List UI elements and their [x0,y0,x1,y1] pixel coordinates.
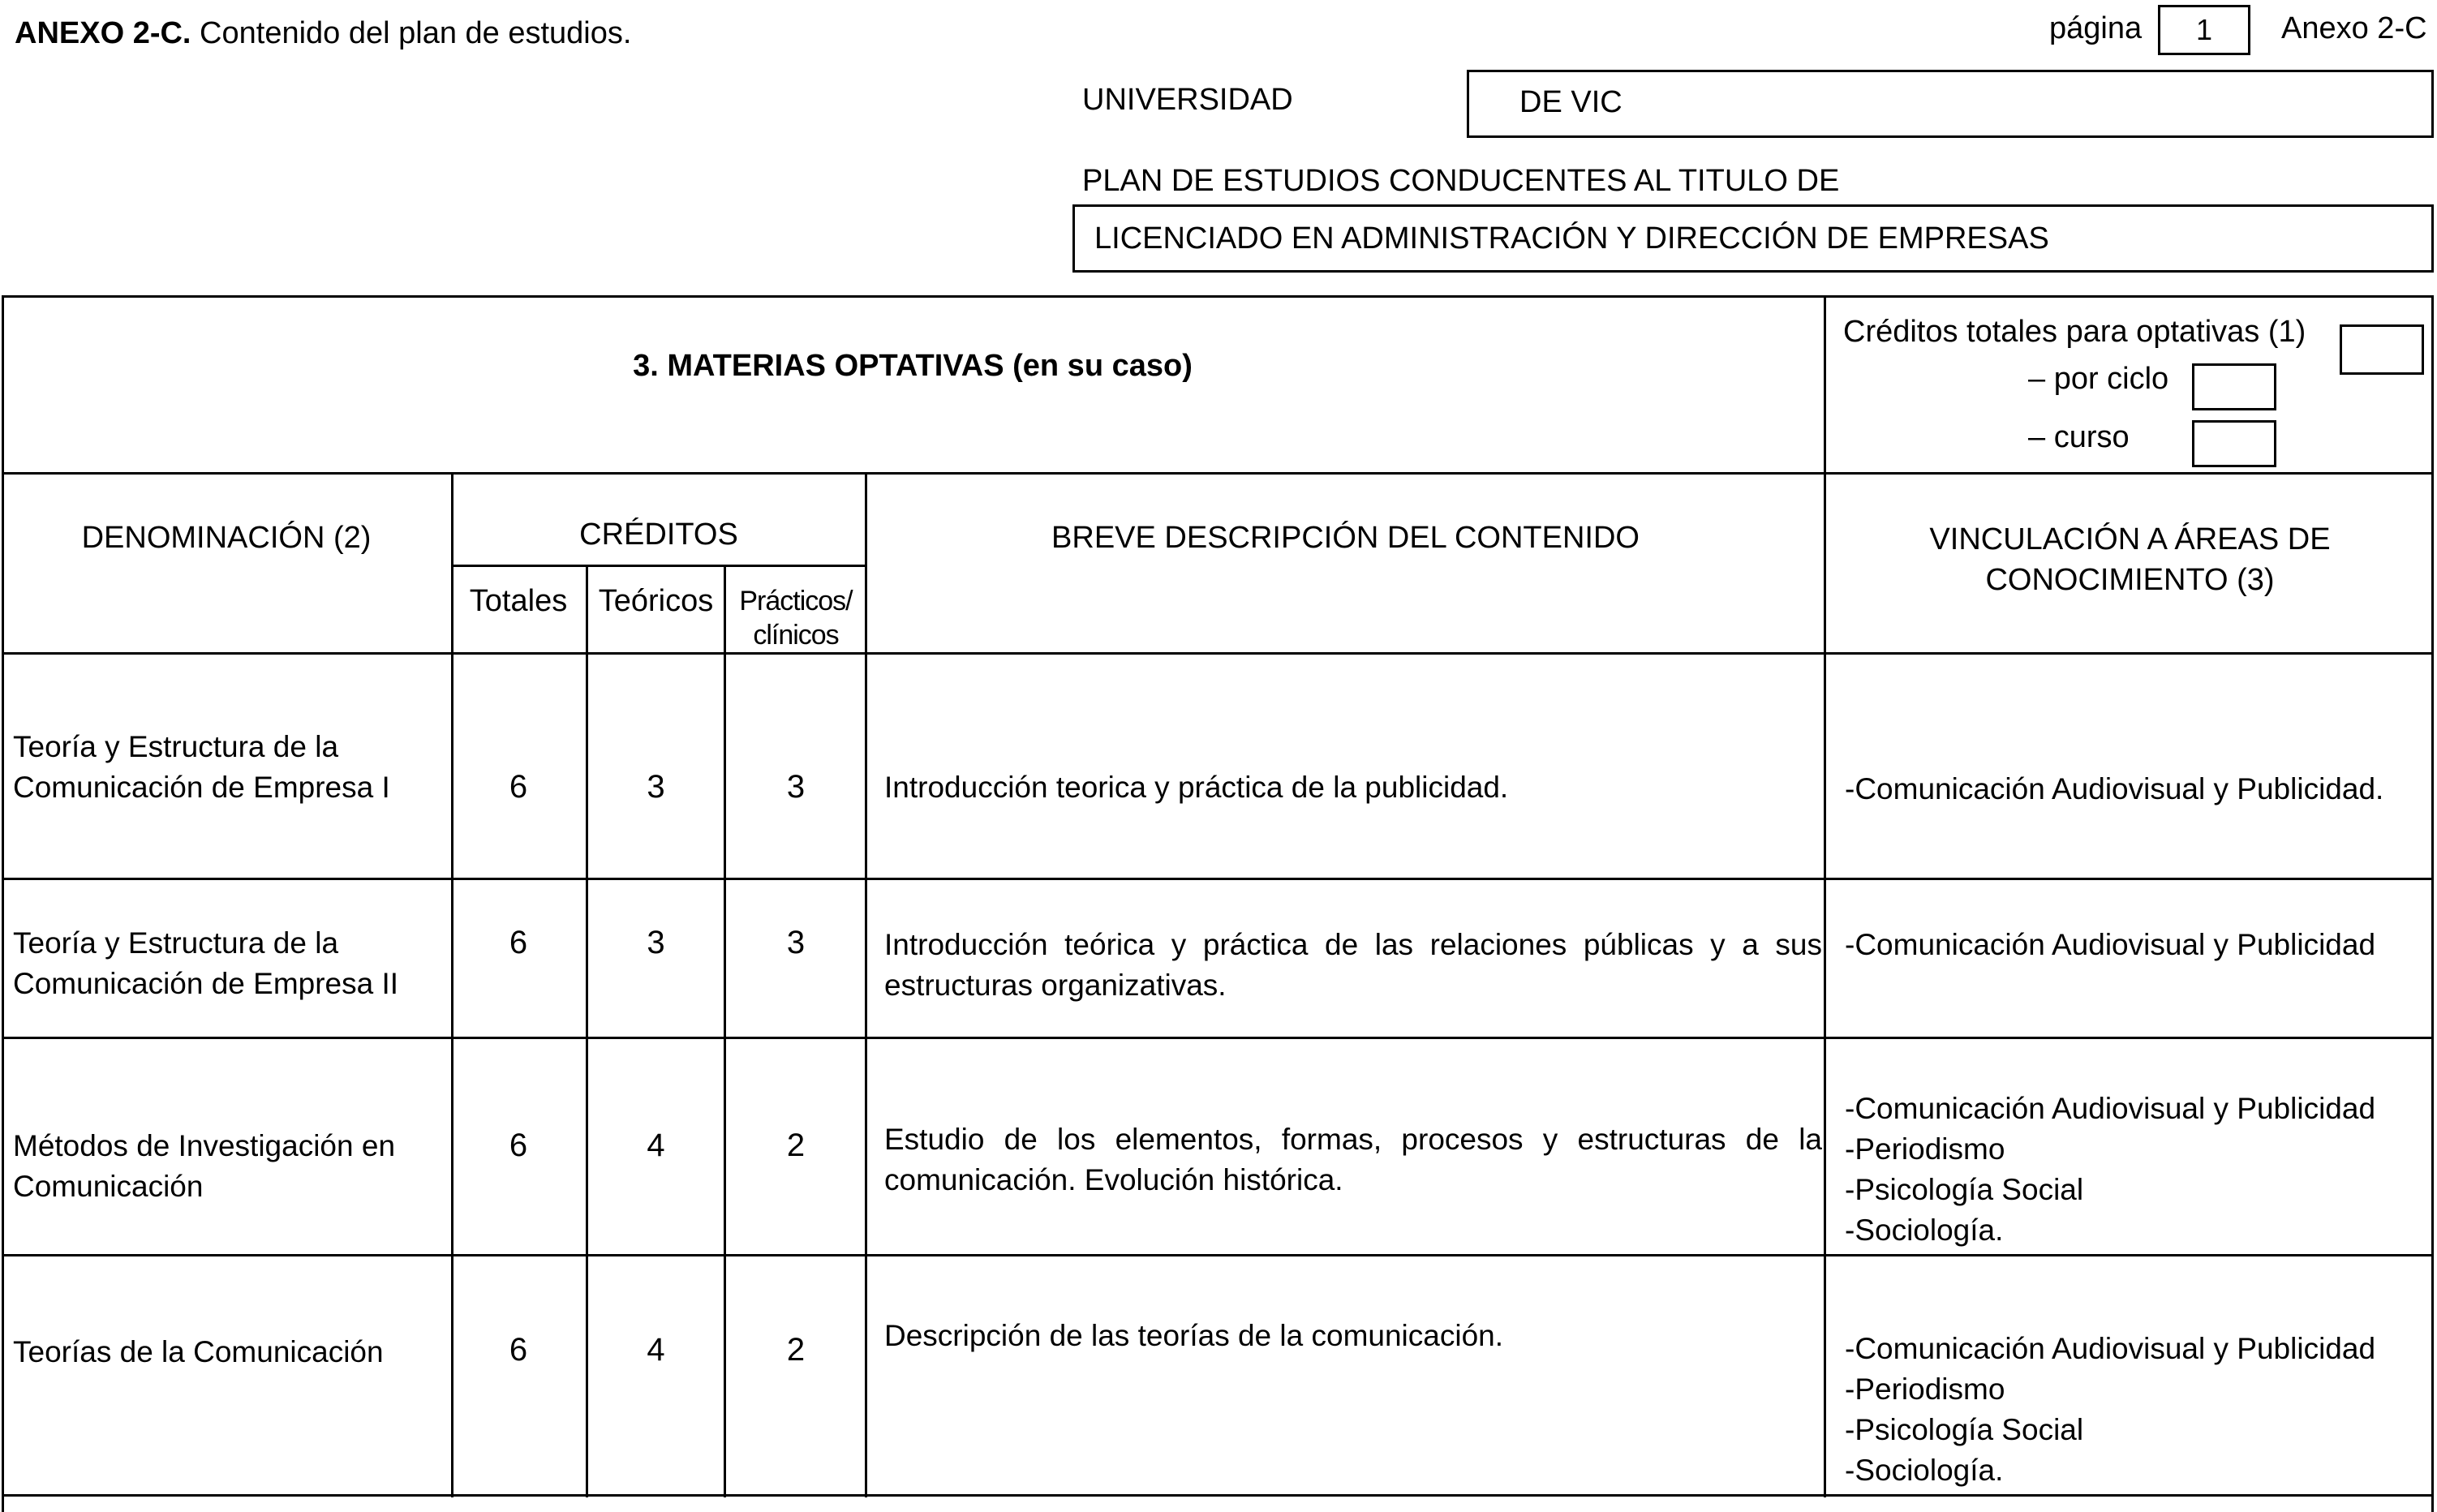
plan-field [1072,204,2434,273]
row-1-name-line2: Comunicación de Empresa I [13,771,390,804]
page-number-box [2158,5,2250,55]
row-3-area-2: -Periodismo [1845,1132,2005,1166]
rule-header-bottom [2,652,2434,655]
row-3-area-3: -Psicología Social [1845,1173,2084,1206]
column-header-practice-line2: clínicos [753,620,839,651]
row-3-area-4: -Sociología. [1845,1213,2004,1247]
table-row-1-name [13,727,390,808]
section-title: 3. MATERIAS OPTATIVAS (en su caso) [633,349,1193,383]
row-4-areas [1845,1329,2375,1491]
credits-total-box [2340,324,2424,375]
rule-row-4 [2,1494,2434,1497]
annex-title-bold: ANEXO 2-C. [15,16,191,50]
page-label: página [2049,11,2143,45]
row-2-theory: 3 [647,925,665,960]
column-header-theory: Teóricos [598,584,714,618]
page-number: 1 [2195,13,2213,46]
row-3-totals: 6 [509,1128,528,1163]
university-value: DE VIC [1519,85,1623,119]
credits-total-label: Créditos totales para optativas (1) [1843,315,2306,349]
university-field [1467,70,2434,138]
rule-credits-sub [451,565,866,567]
annex-reference: Anexo 2-C [2281,11,2427,45]
column-header-areas-line2: CONOCIMIENTO (3) [1985,563,2275,597]
annex-title [15,16,631,51]
column-header-totals: Totales [469,584,568,618]
column-header-credits: CRÉDITOS [579,518,738,552]
row-1-totals: 6 [509,769,528,805]
row-4-description: Descripción de las teorías de la comunicación. [884,1319,1503,1352]
plan-value: LICENCIADO EN ADMINISTRACIÓN Y DIRECCIÓN DE EMPRESAS [1094,221,2049,256]
row-2-practice: 3 [786,925,806,960]
row-4-area-3: -Psicología Social [1845,1413,2084,1446]
per-cycle-label: – por ciclo [2028,362,2169,396]
course-label: – curso [2028,420,2130,454]
row-3-areas [1845,1089,2375,1251]
row-3-name-line1: Métodos de Investigación en [13,1129,396,1162]
row-3-area-1: -Comunicación Audiovisual y Publicidad [1845,1092,2376,1125]
row-4-area-4: -Sociología. [1845,1454,2004,1487]
row-2-description: Introducción teórica y práctica de las relaciones públicas y a sus estructuras organizativas. [884,928,1822,1002]
row-4-practice: 2 [786,1332,806,1368]
row-3-description: Estudio de los elementos, formas, procesos y estructuras de la comunicación. Evolución histórica. [884,1123,1822,1196]
row-3-practice: 2 [786,1128,806,1163]
rule-col-areas [1824,295,1826,1497]
per-cycle-box [2192,363,2276,410]
column-header-areas: VINCULACIÓN A ÁREAS DE [1929,522,2331,556]
rule-section-bottom [2,472,2434,475]
row-1-theory: 3 [647,769,665,805]
row-2-area-1: -Comunicación Audiovisual y Publicidad [1845,928,2376,961]
row-1-area-1: -Comunicación Audiovisual y Publicidad. [1845,772,2384,805]
row-2-name-line1: Teoría y Estructura de la [13,926,339,960]
column-header-name: DENOMINACIÓN (2) [81,521,372,555]
table-row-3-name [13,1126,395,1207]
column-header-description: BREVE DESCRIPCIÓN DEL CONTENIDO [1051,521,1640,555]
table-row-4-name [13,1332,384,1372]
row-3-name-line2: Comunicación [13,1170,204,1203]
row-4-totals: 6 [509,1332,528,1368]
row-1-practice: 3 [786,769,806,805]
annex-title-text: Contenido del plan de estudios. [200,16,632,50]
plan-label: PLAN DE ESTUDIOS CONDUCENTES AL TITULO DE [1082,164,1840,198]
rule-row-3 [2,1254,2434,1256]
table-row-2-name [13,923,398,1004]
rule-row-2 [2,1037,2434,1039]
row-3-theory: 4 [647,1128,665,1163]
row-1-name-line1: Teoría y Estructura de la [13,730,339,763]
rule-row-1 [2,878,2434,880]
row-4-area-1: -Comunicación Audiovisual y Publicidad [1845,1332,2376,1365]
row-2-name-line2: Comunicación de Empresa II [13,967,399,1000]
row-2-totals: 6 [509,925,528,960]
row-4-theory: 4 [647,1332,665,1368]
course-box [2192,420,2276,467]
column-header-practice: Prácticos/ [739,586,853,616]
university-label: UNIVERSIDAD [1082,83,1293,117]
row-4-name-line1: Teorías de la Comunicación [13,1335,384,1368]
row-1-description: Introducción teorica y práctica de la publicidad. [884,771,1509,804]
row-4-area-2: -Periodismo [1845,1372,2005,1406]
